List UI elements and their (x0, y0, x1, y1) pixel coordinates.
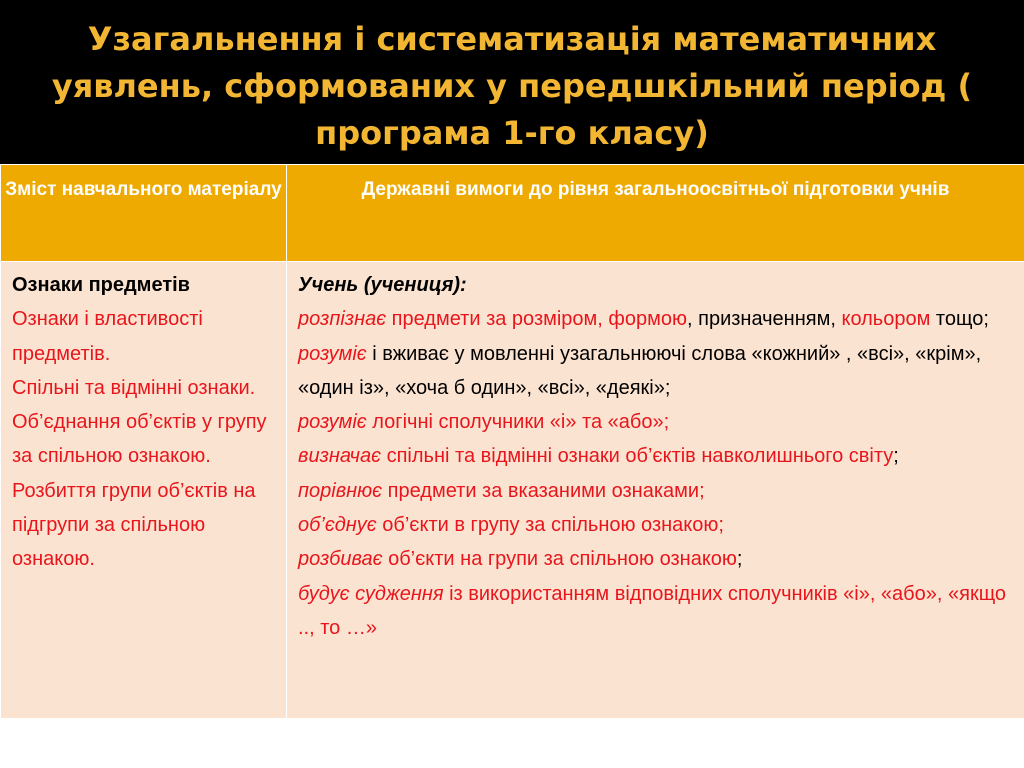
curriculum-table (0, 164, 1024, 721)
content-cell (1, 262, 287, 721)
slide-bottom-margin (0, 718, 1024, 768)
content-item: Об’єднання об’єктів у групу за спільною ознакою. (12, 411, 267, 468)
slide-title: Узагальнення і систематизація математичних уявлень, сформованих у передшкільний період ( програма 1-го класу) (51, 20, 973, 152)
requirement-item: розуміє логічні сполучники «і» та «або»; (298, 411, 670, 434)
requirement-item: розпізнає предмети за розміром, формою, призначенням, кольором тощо; (298, 308, 989, 331)
requirements-cell (287, 262, 1024, 721)
topic-title: Ознаки предметів (12, 274, 190, 296)
student-label: Учень (учениця): (298, 274, 467, 296)
title-bar (0, 0, 1024, 164)
requirement-item: порівнює предмети за вказаними ознаками; (298, 479, 705, 502)
requirement-item: визначає спільні та відмінні ознаки об’єктів навколишнього світу; (298, 445, 899, 468)
requirement-item: будує судження із використанням відповідних сполучників «і», «або», «якщо .., то …» (298, 582, 1007, 639)
content-item: Спільні та відмінні ознаки. (12, 376, 256, 399)
header-requirements: Державні вимоги до рівня загальноосвітньої підготовки учнів (287, 165, 1024, 262)
requirement-item: розбиває об’єкти на групи за спільною ознакою; (298, 548, 743, 571)
table-row (1, 262, 1024, 721)
requirement-item: розуміє і вживає у мовленні узагальнюючі слова «кожний» , «всі», «крім», «один із», «хоча б один», «всі», «деякі»; (298, 342, 982, 399)
content-item: Розбиття групи об’єктів на підгрупи за спільною ознакою. (12, 479, 256, 571)
content-item: Ознаки і властивості предметів. (12, 308, 203, 365)
header-content: Зміст навчального матеріалу (1, 165, 287, 262)
table-header-row (1, 165, 1024, 262)
requirement-item: об’єднує об’єкти в групу за спільною ознакою; (298, 514, 724, 537)
